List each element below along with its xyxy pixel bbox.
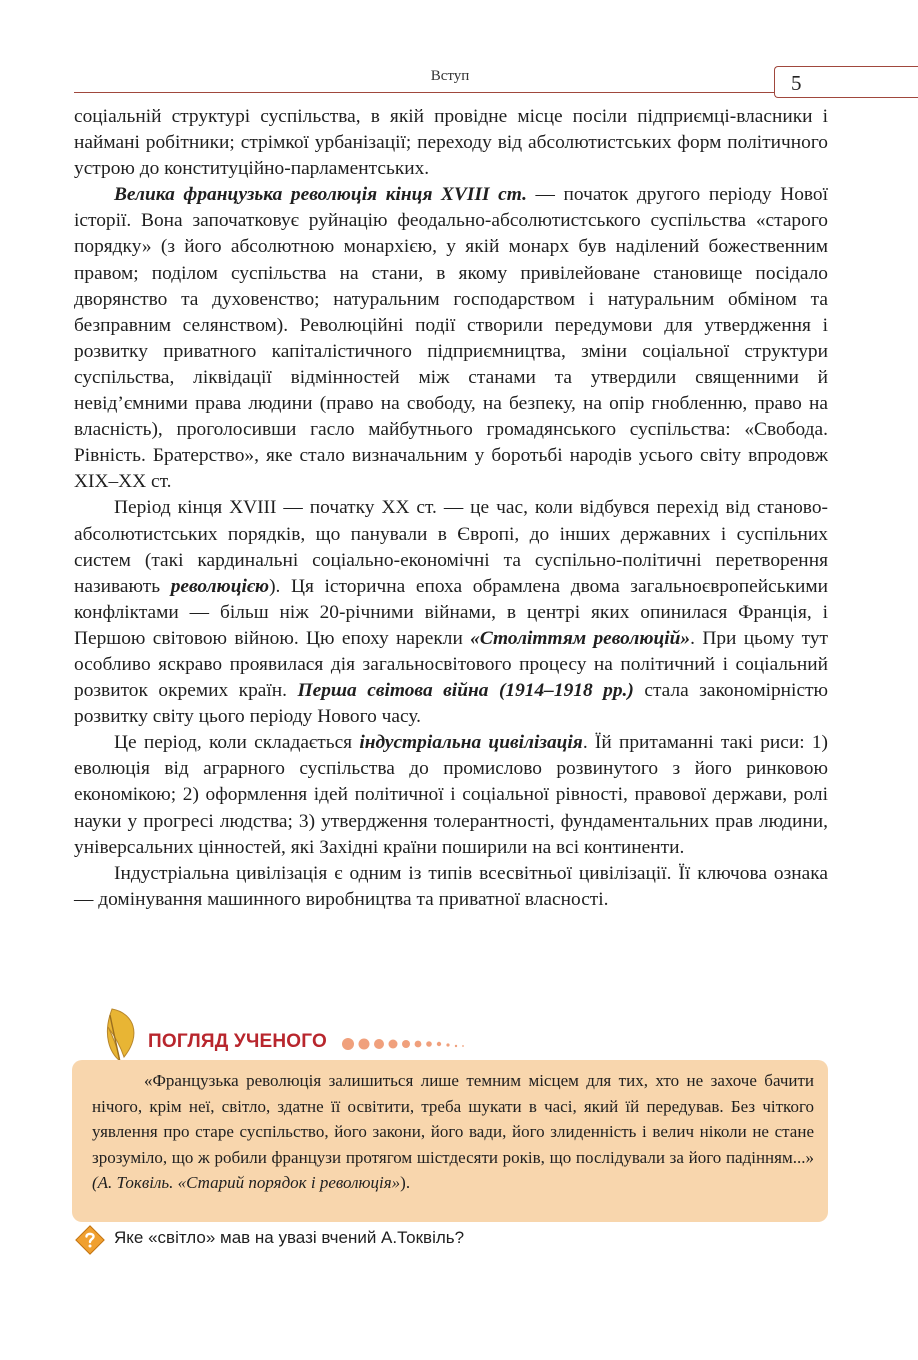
main-text — [74, 104, 828, 913]
question-icon — [74, 1224, 106, 1256]
paragraph-text: Індустріальна цивілізація є одним із типів всесвітньої цивілізації. Її ключова ознака — домінування машинного виробництва та приватної власності. — [74, 862, 828, 910]
quote-source-end: ). — [400, 1173, 411, 1192]
page-number: 5 — [791, 71, 802, 95]
scholar-quote-box — [72, 1060, 828, 1222]
emphasis-term: революцією — [170, 575, 270, 597]
quote-text — [92, 1068, 814, 1196]
paragraph-text: Це період, коли складається — [114, 732, 360, 754]
paragraph-text: . При цьому тут особливо яскраво проявилася дія загальносвітового процесу на політичний і соціальний розвиток окремих країн. — [74, 627, 828, 702]
paragraph-text: ). Ця історична епоха обрамлена двома загальноєвропейськими конфліктами — більш ніж 20-річними війнами, в центрі яких опинилася Франція, і Першою світовою війною. Цю епоху нарекли — [74, 575, 829, 649]
paragraph-text: . Їй притаманні такі риси: 1) еволюція від аграрного суспільства до промислово розвинутого з його ринковою економікою; 2) оформлення ідей політичної і соціальної рівності, правової держави, ролі науки у прогресі людства; 3) утвердження толерантності, фундаментальних прав людини, універсальних цінностей, які Західні країни поширили на всі континенти. — [74, 732, 829, 858]
emphasis-term: індустріальна цивілізація — [359, 732, 583, 754]
paragraph-text: — початок другого періоду Нової історії. Вона започатковує руйнацію феодально-абсолютистського суспільства «старого порядку» (з його абсолютною монархією, у якій монарх був наділений божественним правом; поділом суспільства на стани, в якому привілейоване становище посідало дворянство та духовенство; натуральним господарством і натуральним обміном та безправним селянством). Революційні події створили передумови для утвердження і розвитку приватного капіталістичного підприємництва, зміни соціальної структури суспільства, ліквідації відмінностей між станами та утвердили священними й невід’ємними права людини (право на свободу, на безпеку, на опір гнобленню, право на власність), проголосивши гасло майбутнього громадянського суспільства: «Свобода. Рівність. Братерство», яке стало визначальним у боротьбі народів усього світу впродовж XIX–XX ст. — [74, 184, 828, 493]
page-number-tab — [774, 66, 918, 98]
paragraph-text: стала закономірністю розвитку світу цього періоду Нового часу. — [74, 680, 829, 728]
paragraph — [74, 730, 828, 860]
ornament-dots — [342, 1036, 472, 1052]
emphasis-term: Велика французька революція кінця XVIII ст. — [114, 184, 527, 206]
running-head: Вступ — [430, 68, 470, 84]
emphasis-term: «Століттям революцій» — [470, 627, 691, 649]
box-title: ПОГЛЯД УЧЕНОГО — [148, 1031, 327, 1052]
paragraph-text: соціальній структурі суспільства, в якій провідне місце посіли підприємці-власники і наймані робітники; стрімкої урбанізації; переходу від абсолютистських форм політичного устрою до конституційно-парламентських. — [74, 106, 828, 180]
paragraph-text: Період кінця XVIII — початку XX ст. — це час, коли відбувся перехід від станово-абсолютистських порядків, що панували в Європі, до інших державних і суспільних систем (такі кардинальні соціально-економічні та суспільно-політичні перетворення називають — [74, 497, 828, 597]
question-row — [74, 1222, 774, 1256]
quote-source: (А. Токвіль. «Старий порядок і революція» — [92, 1173, 401, 1192]
quote-body: «Французька революція залишиться лише темним місцем для тих, хто не захоче бачити нічого, крім неї, світло, здатне її освітити, треба шукати в часі, який їй передував. Без чіткого уявлення про старе суспільство, його закони, його вади, його злиденність і велич ніколи не стане зрозуміло, що ж робили французи протягом шістдесяти років, що послідували за його падінням...» — [92, 1071, 814, 1167]
paragraph — [74, 104, 828, 182]
emphasis-term: Перша світова війна (1914–1918 рр.) — [297, 680, 634, 702]
paragraph — [74, 182, 828, 495]
paragraph — [74, 495, 828, 730]
paragraph — [74, 861, 828, 913]
question-text: Яке «світло» мав на увазі вчений А.Токвіль? — [114, 1228, 465, 1247]
header-rule — [74, 92, 776, 93]
quote-paragraph — [92, 1068, 814, 1196]
